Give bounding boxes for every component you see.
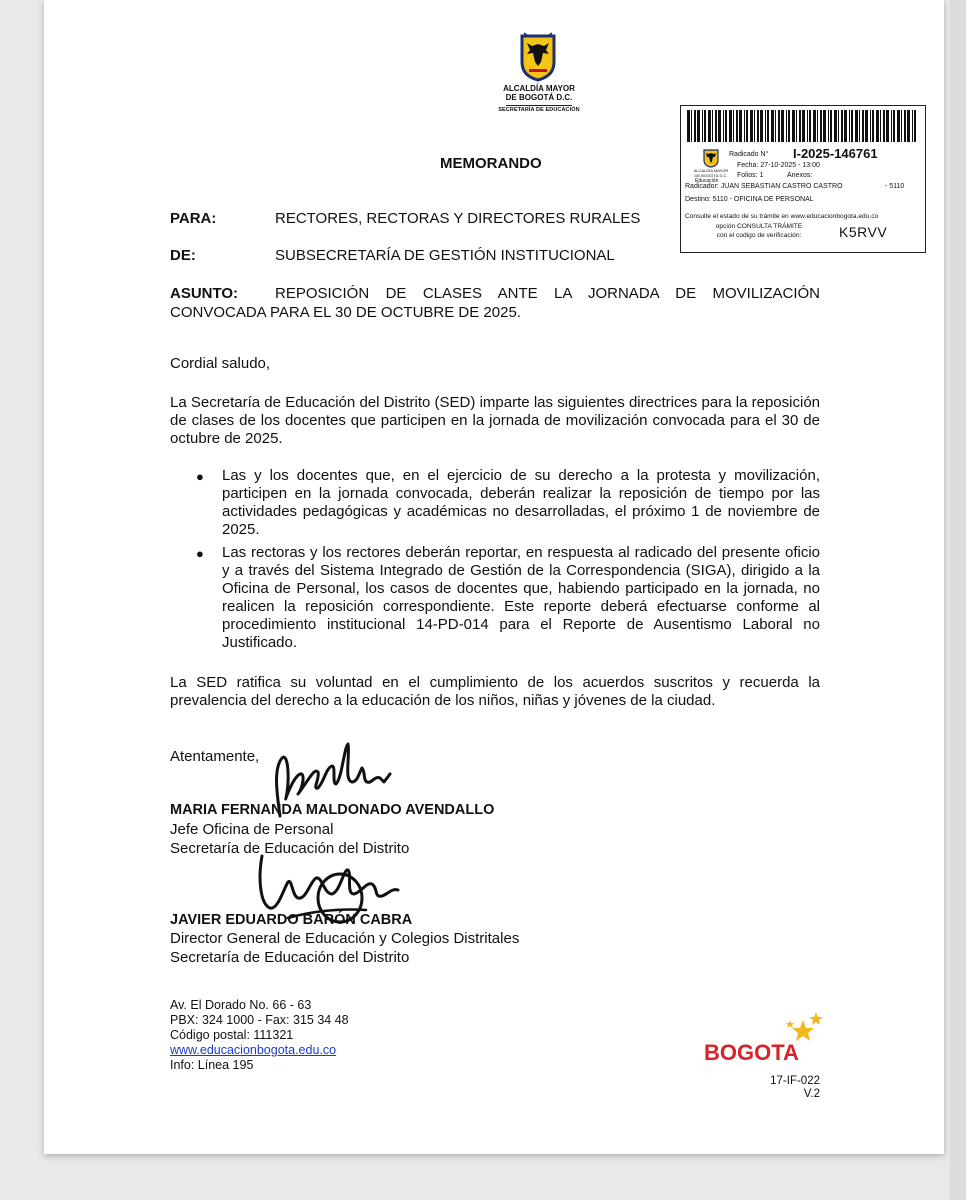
bullet-marker-1: ●: [196, 469, 204, 484]
bogota-logo: [704, 1010, 828, 1070]
stamp-codigo-label: con el codigo de verificación:: [716, 232, 802, 239]
bogota-coat-of-arms-icon: [518, 32, 558, 82]
star-tiny-icon: [786, 1020, 794, 1028]
stamp-radicador: Radicador: JUAN SEBASTIAN CASTRO CASTRO: [685, 183, 843, 190]
stamp-org-line1: ALCALDÍA MAYOR: [693, 168, 729, 173]
stamp-coat-of-arms-icon: [701, 148, 721, 168]
barcode-icon: [685, 110, 919, 142]
de-label: DE:: [170, 247, 196, 264]
star-small-icon: [809, 1012, 823, 1025]
bullet-item-2: Las rectoras y los rectores deberán reportar, en respuesta al radicado del presente oficio y a través del Sistema Integrado de Gestión de la Correspondencia (SIGA), dirigido a la Oficina de Personal, los casos de docentes que, habiendo participado en la jornada, no realicen la reposición correspondiente. Este reporte deberá efectuarse conforme al procedimiento institucional 14-PD-014 para el Reporte de Ausentismo Laboral no Justificado.: [222, 544, 820, 651]
stamp-educ: Educación: [695, 178, 719, 184]
sign-off: Atentamente,: [170, 748, 260, 765]
signer-2-role: Director General de Educación y Colegios Distritales: [170, 930, 520, 947]
doc-version: V.2: [803, 1088, 820, 1100]
signer-1-entity: Secretaría de Educación del Distrito: [170, 840, 410, 857]
footer-phone: PBX: 324 1000 - Fax: 315 34 48: [170, 1013, 349, 1027]
stamp-org-line2: DE BOGOTÁ D.C.: [694, 173, 728, 178]
radicado-stamp: [680, 105, 926, 253]
stamp-consulte: Consulte el estado de su trámite en www.educacionbogota.edu.co: [685, 213, 879, 220]
bogota-logo-text: BOGOTA: [704, 1040, 799, 1065]
signer-2-entity: Secretaría de Educación del Distrito: [170, 949, 410, 966]
stamp-anexos: Anexos:: [787, 172, 813, 179]
viewer-scroll-edge: [950, 0, 966, 1200]
stamp-opcion: opción CONSULTA TRÁMITE: [715, 223, 803, 230]
asunto-line2: CONVOCADA PARA EL 30 DE OCTUBRE DE 2025.: [170, 304, 521, 321]
stamp-radicador-number: - 5110: [885, 183, 905, 190]
signer-2-name: JAVIER EDUARDO BARÓN CABRA: [170, 912, 413, 928]
bullet-item-1: Las y los docentes que, en el ejercicio de su derecho a la protesta y movilización, participen en la jornada convocada, deberán realizar la reposición de tiempo por las actividades pedagógicas y académicas no desarrolladas, el próximo 1 de noviembre de 2025.: [222, 467, 820, 538]
bullet-marker-2: ●: [196, 546, 204, 561]
signer-1-name: MARIA FERNANDA MALDONADO AVENDALLO: [170, 802, 495, 818]
footer-postal: Código postal: 111321: [170, 1028, 294, 1042]
asunto-line1: REPOSICIÓN DE CLASES ANTE LA JORNADA DE MOVILIZACIÓN: [275, 285, 820, 302]
star-large-icon: [792, 1020, 814, 1041]
radicado-number: I-2025-146761: [793, 146, 878, 161]
intro-paragraph: La Secretaría de Educación del Distrito (SED) imparte las siguientes directrices para la reposición de clases de los docentes que participen en la jornada de movilización convocada para el 30 de octubre de 2025.: [170, 394, 820, 447]
stamp-org-name: [691, 168, 731, 178]
greeting: Cordial saludo,: [170, 355, 271, 372]
signer-1-role: Jefe Oficina de Personal: [170, 821, 334, 838]
stamp-destino: Destino: 5110 - OFICINA DE PERSONAL: [685, 196, 814, 203]
org-name: [480, 84, 598, 102]
memo-title: MEMORANDO: [440, 155, 542, 172]
org-line1: ALCALDÍA MAYOR: [503, 84, 575, 93]
document-code: [730, 1075, 820, 1101]
footer-address: Av. El Dorado No. 66 - 63: [170, 998, 312, 1012]
footer-website-link[interactable]: www.educacionbogota.edu.co: [170, 1043, 337, 1057]
footer-info: Info: Línea 195: [170, 1058, 254, 1072]
asunto-label: ASUNTO:: [170, 285, 239, 302]
org-subtitle: SECRETARÍA DE EDUCACIÓN: [498, 107, 580, 113]
org-divider: [506, 105, 572, 106]
closing-paragraph: La SED ratifica su voluntad en el cumplimiento de los acuerdos suscritos y recuerda la prevalencia del derecho a la educación de los niños, niñas y jóvenes de la ciudad.: [170, 674, 820, 709]
verification-code: K5RVV: [839, 224, 888, 240]
org-line2: DE BOGOTÁ D.C.: [505, 93, 573, 102]
doc-code: 17-IF-022: [770, 1075, 820, 1087]
stamp-folios: Folios: 1: [737, 172, 764, 179]
para-label: PARA:: [170, 210, 217, 227]
de-value: SUBSECRETARÍA DE GESTIÓN INSTITUCIONAL: [275, 247, 615, 264]
footer-contact: [170, 998, 349, 1073]
radicado-label: Radicado N°: [729, 151, 769, 158]
para-value: RECTORES, RECTORAS Y DIRECTORES RURALES: [275, 210, 641, 227]
stamp-fecha: Fecha: 27-10-2025 - 13:00: [737, 162, 820, 169]
